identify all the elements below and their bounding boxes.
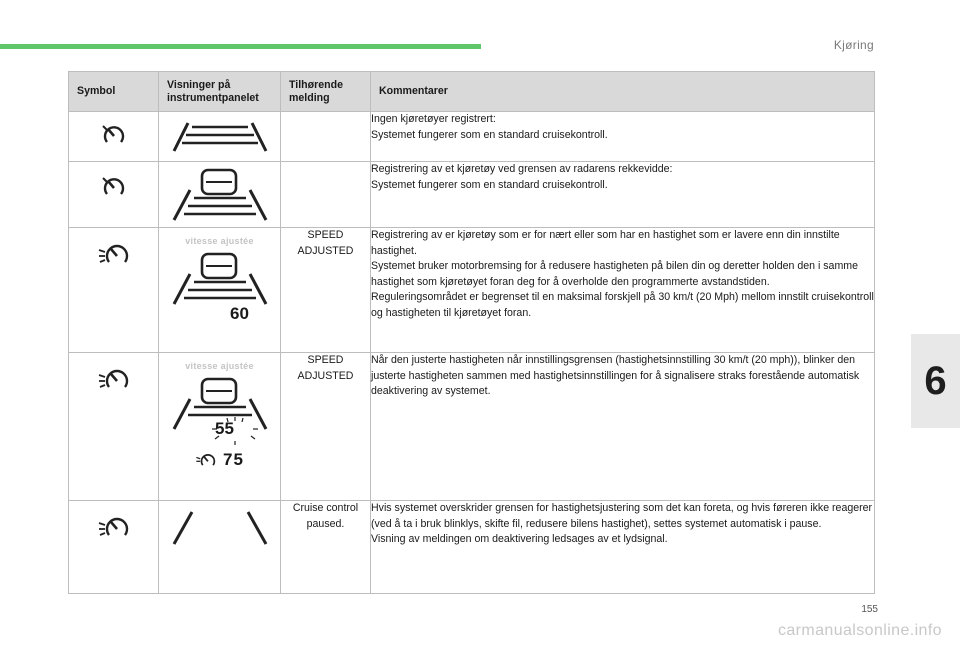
comment-line: Registrering av et kjøretøy ved grensen av radarens rekkevidde: — [371, 163, 673, 175]
display-speed-value: 55 — [215, 418, 234, 438]
page-number: 155 — [861, 604, 878, 615]
set-speed-value: 75 — [223, 450, 244, 470]
table-row — [69, 112, 875, 162]
column-header-symbol: Symbol — [69, 72, 159, 112]
speedometer-active-icon — [97, 513, 131, 541]
symbol-guide-table — [68, 71, 875, 594]
comment-line: Systemet fungerer som en standard cruisekontroll. — [371, 128, 608, 141]
display-cell — [159, 501, 281, 594]
comment-line: Registrering av er kjøretøy som er for nært eller som har en hastighet som er lavere enn din innstilte hastighet. — [371, 229, 840, 257]
comment-cell — [371, 353, 875, 501]
lane-lines-icon — [170, 121, 270, 153]
display-ghost-label: vitesse ajustée — [185, 361, 254, 371]
symbol-cell — [69, 162, 159, 228]
column-header-comments: Kommentarer — [371, 72, 875, 112]
comment-line: Når den justerte hastigheten når innstillingsgrensen (hastighetsinnstilling 30 km/t (20 mph)), blinker den justerte hastigheten sammen med hastighetsinnstillingen for å signalisere straks forestående automatisk deaktivering av systemet. — [371, 354, 860, 397]
paused-lanes-icon — [170, 510, 270, 546]
message-cell — [281, 112, 371, 162]
table-row — [69, 162, 875, 228]
symbol-cell — [69, 501, 159, 594]
section-title: Kjøring — [833, 38, 874, 52]
symbol-cell — [69, 228, 159, 353]
symbol-cell — [69, 353, 159, 501]
display-speed-value: 60 — [230, 303, 249, 323]
message-cell: SPEED ADJUSTED — [281, 353, 371, 501]
message-cell — [281, 162, 371, 228]
chapter-tab — [911, 334, 960, 428]
speedometer-icon — [101, 174, 127, 200]
adjusted-speed-icon — [170, 252, 270, 312]
speedometer-active-icon — [97, 240, 131, 268]
table-row — [69, 353, 875, 501]
column-header-message: Tilhørende melding — [281, 72, 371, 112]
table-row — [69, 501, 875, 594]
comment-cell — [371, 228, 875, 353]
symbol-cell — [69, 112, 159, 162]
display-cell — [159, 353, 281, 501]
comment-line: Visning av meldingen om deaktivering ledsages av et lydsignal. — [371, 533, 668, 545]
display-cell — [159, 112, 281, 162]
column-header-display: Visninger på instrumentpanelet — [159, 72, 281, 112]
chapter-number: 6 — [924, 358, 947, 403]
comment-line: Systemet bruker motorbremsing for å redusere hastigheten på bilen din og deretter holden den i samme hastighet som kjøretøyet foran deg for å overholde den programmerte avstandstiden. — [371, 260, 858, 288]
comment-line: Ingen kjøretøyer registrert: — [371, 113, 496, 125]
top-accent-bar — [0, 44, 481, 49]
message-cell: Cruise control paused. — [281, 501, 371, 594]
comment-cell — [371, 162, 875, 228]
watermark: carmanualsonline.info — [777, 622, 942, 639]
display-ghost-label: vitesse ajustée — [185, 236, 254, 246]
message-cell: SPEED ADJUSTED — [281, 228, 371, 353]
speedometer-active-icon — [97, 365, 131, 393]
display-cell — [159, 228, 281, 353]
speedometer-active-icon — [195, 451, 217, 469]
comment-line: Systemet fungerer som en standard cruisekontroll. — [371, 178, 608, 191]
display-cell — [159, 162, 281, 228]
blinking-value-group — [215, 418, 234, 440]
comment-cell — [371, 501, 875, 594]
comment-line: Hvis systemet overskrider grensen for hastighetsjustering som det kan foreta, og hvis føreren ikke reagerer (ved å ta i bruk blinklys, skifte fil, redusere bilens hastighet), settes systemet automatisk i pause. — [371, 502, 873, 530]
comment-line: Reguleringsområdet er begrenset til en maksimal forskjell på 30 km/t (20 Mph) mellom innstilt cruisekontroll og hastigheten til kjøretøyet foran. — [371, 291, 874, 319]
set-speed-group — [195, 451, 244, 469]
table-header-row — [69, 72, 875, 112]
table-row — [69, 228, 875, 353]
comment-cell — [371, 112, 875, 162]
vehicle-ahead-icon — [170, 168, 270, 222]
speedometer-icon — [101, 122, 127, 148]
